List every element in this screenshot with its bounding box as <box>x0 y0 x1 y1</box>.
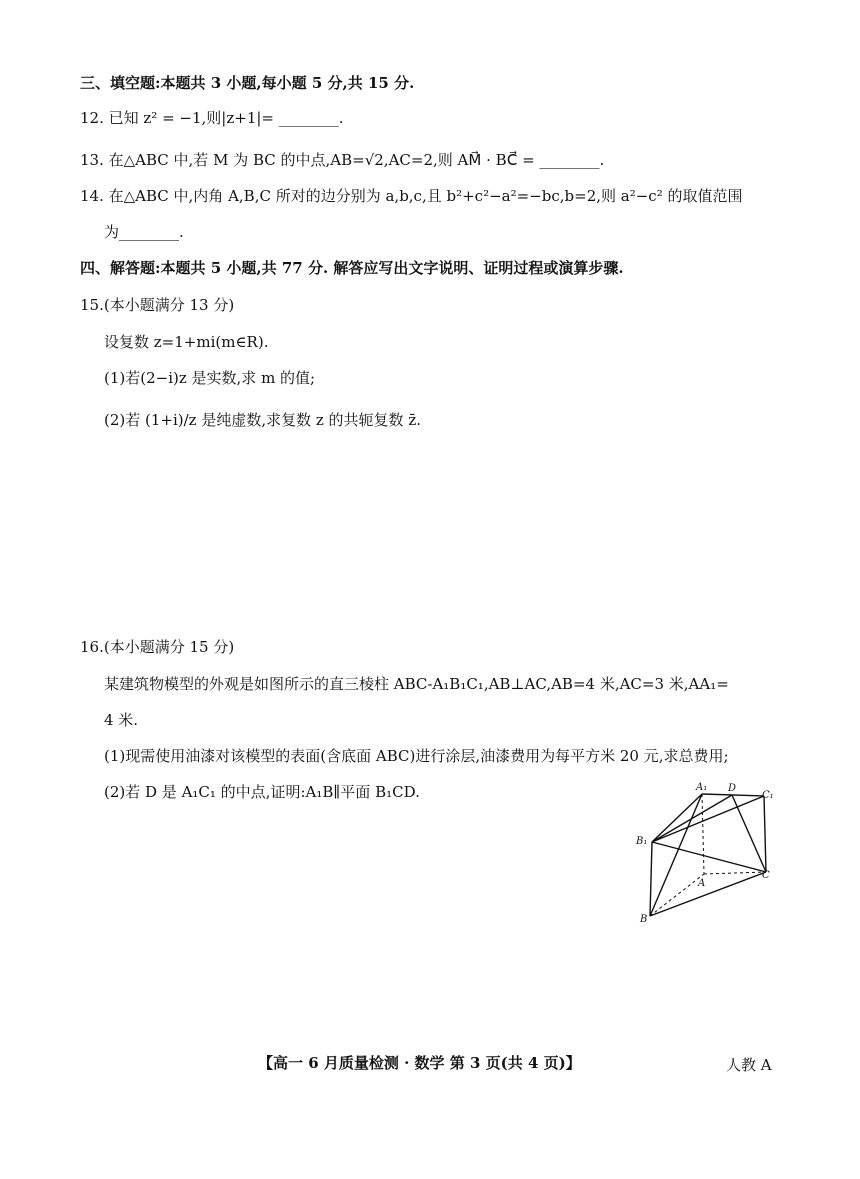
question-15-part-1: (1)若(2−i)z 是实数,求 m 的值; <box>104 369 316 387</box>
section-3-heading: 三、填空题:本题共 3 小题,每小题 5 分,共 15 分. <box>80 74 415 92</box>
question-16-stem-line-1: 某建筑物模型的外观是如图所示的直三棱柱 ABC-A₁B₁C₁,AB⊥AC,AB=4 米,AC=3 米,AA₁= <box>104 675 729 693</box>
edge-b-c <box>650 872 766 916</box>
edge-c1-c <box>764 796 766 872</box>
label-a: A <box>698 878 706 889</box>
footer-edition: 人教 A <box>726 1056 772 1074</box>
question-16-part-1: (1)现需使用油漆对该模型的表面(含底面 ABC)进行涂层,油漆费用为每平方米 20 元,求总费用; <box>104 747 729 765</box>
hidden-edge-a1-a <box>702 794 704 874</box>
question-16-part-2: (2)若 D 是 A₁C₁ 的中点,证明:A₁B∥平面 B₁CD. <box>104 783 420 801</box>
question-15-part-2: (2)若 (1+i)/z 是纯虚数,求复数 z 的共轭复数 z̄. <box>104 411 422 429</box>
question-15-title: 15.(本小题满分 13 分) <box>80 296 235 314</box>
label-b: B <box>640 914 648 925</box>
segment-a1-b <box>650 794 702 916</box>
question-16-stem-line-2: 4 米. <box>104 711 139 729</box>
edge-b1-a1 <box>652 794 702 842</box>
section-4-heading: 四、解答题:本题共 5 小题,共 77 分. 解答应写出文字说明、证明过程或演算步骤. <box>80 259 624 277</box>
segment-d-c <box>732 795 766 872</box>
label-c1: C₁ <box>762 790 774 801</box>
hidden-edge-a-c <box>704 872 766 874</box>
edge-b1-c1 <box>652 796 764 842</box>
label-c: C <box>762 870 770 881</box>
edge-b1-b <box>650 842 652 916</box>
question-14-line-2: 为________. <box>104 223 184 241</box>
question-15-stem: 设复数 z=1+mi(m∈R). <box>104 333 269 351</box>
footer-page-info: 【高一 6 月质量检测 · 数学 第 3 页(共 4 页)】 <box>258 1054 581 1072</box>
label-d: D <box>728 783 737 794</box>
question-12: 12. 已知 z² = −1,则|z+1|= ________. <box>80 109 344 127</box>
question-16-title: 16.(本小题满分 15 分) <box>80 638 235 656</box>
label-b1: B₁ <box>636 836 648 847</box>
label-a1: A₁ <box>696 782 708 793</box>
edge-b1-c <box>652 842 766 872</box>
prism-figure <box>628 774 788 934</box>
question-13: 13. 在△ABC 中,若 M 为 BC 的中点,AB=√2,AC=2,则 AM⃗ · BC⃗ = ________. <box>80 151 605 169</box>
question-14-line-1: 14. 在△ABC 中,内角 A,B,C 所对的边分别为 a,b,c,且 b²+c²−a²=−bc,b=2,则 a²−c² 的取值范围 <box>80 187 743 205</box>
hidden-edge-b-a <box>650 874 704 916</box>
